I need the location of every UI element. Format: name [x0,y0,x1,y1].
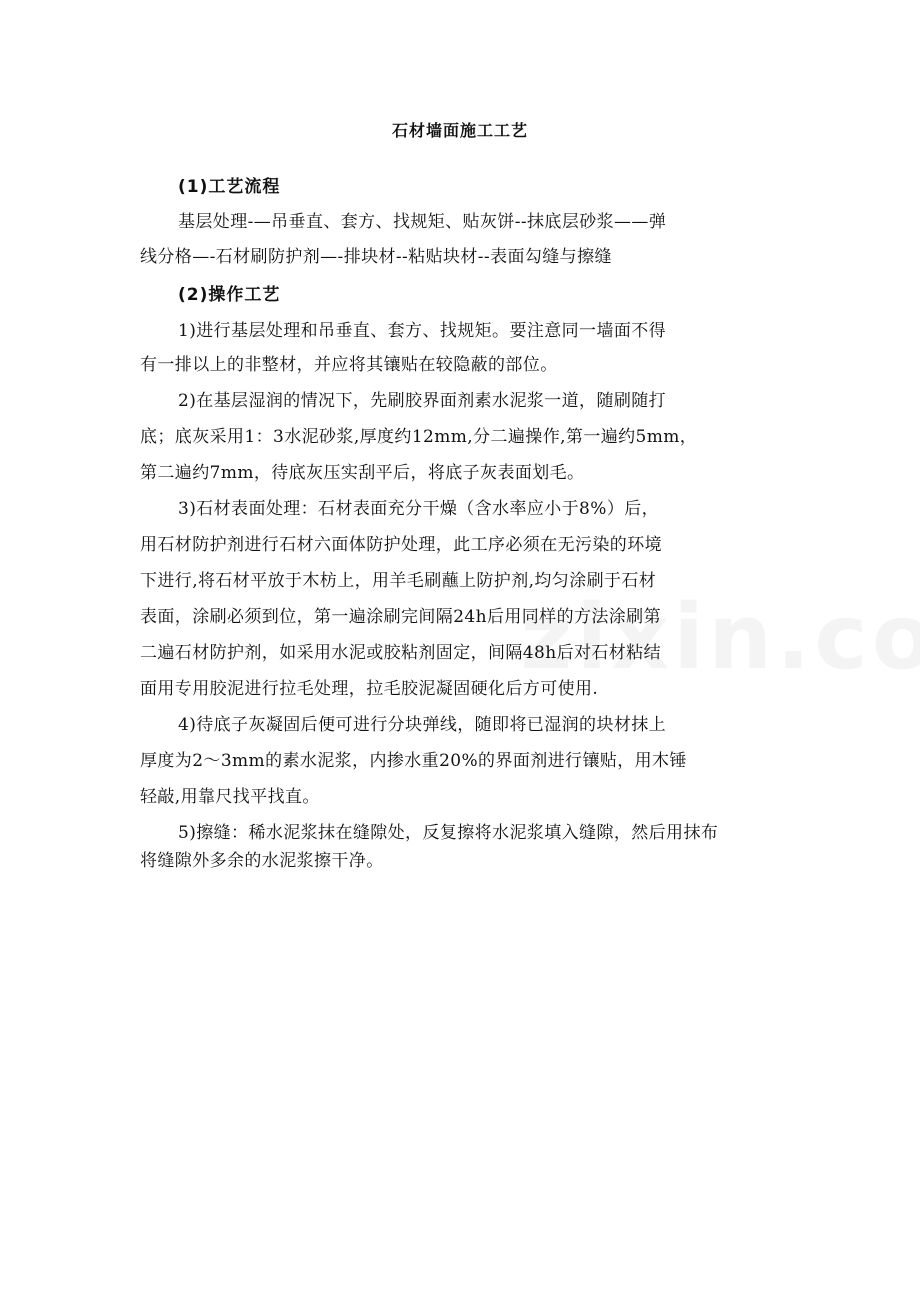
paragraph-line: 5)擦缝：稀水泥浆抹在缝隙处，反复擦将水泥浆填入缝隙，然后用抹布 [178,823,719,843]
paragraph-line: 2)在基层湿润的情况下，先刷胶界面剂素水泥浆一道，随刷随打 [178,391,667,411]
page-title: 石材墙面施工工艺 [391,121,528,140]
paragraph-line: 线分格—-石材刷防护剂—-排块材--粘贴块材--表面勾缝与擦缝 [140,247,612,267]
paragraph-line: 轻敲,用靠尺找平找直。 [140,787,320,807]
paragraph-line: 1)进行基层处理和吊垂直、套方、找规矩。要注意同一墙面不得 [178,321,667,341]
paragraph-line: 厚度为2～3mm的素水泥浆，内掺水重20%的界面剂进行镶贴，用木锤 [140,751,687,771]
section-heading-operation-process: (2)操作工艺 [178,285,281,305]
paragraph-line: 底；底灰采用1：3水泥砂浆,厚度约12mm,分二遍操作,第一遍约5mm， [140,427,698,447]
paragraph-line: 用石材防护剂进行石材六面体防护处理，此工序必须在无污染的环境 [140,535,662,555]
paragraph-line: 将缝隙外多余的水泥浆擦干净。 [140,851,384,871]
paragraph-line: 表面，涂刷必须到位，第一遍涂刷完间隔24h后用同样的方法涂刷第 [140,607,661,627]
paragraph-line: 3)石材表面处理：石材表面充分干燥（含水率应小于8%）后， [178,499,660,519]
paragraph-line: 二遍石材防护剂，如采用水泥或胶粘剂固定，间隔48h后对石材粘结 [140,643,661,663]
section-heading-process-flow: (1)工艺流程 [178,177,281,197]
paragraph-line: 4)待底子灰凝固后便可进行分块弹线，随即将已湿润的块材抹上 [178,715,667,735]
paragraph-line: 第二遍约7mm，待底灰压实刮平后，将底子灰表面划毛。 [140,463,585,483]
paragraph-line: 有一排以上的非整材，并应将其镶贴在较隐蔽的部位。 [140,355,558,375]
paragraph-line: 基层处理-—吊垂直、套方、找规矩、贴灰饼--抹底层砂浆——弹 [178,212,667,232]
paragraph-line: 面用专用胶泥进行拉毛处理，拉毛胶泥凝固硬化后方可使用. [140,679,599,699]
paragraph-line: 下进行,将石材平放于木枋上，用羊毛刷蘸上防护剂,均匀涂刷于石材 [140,571,657,591]
